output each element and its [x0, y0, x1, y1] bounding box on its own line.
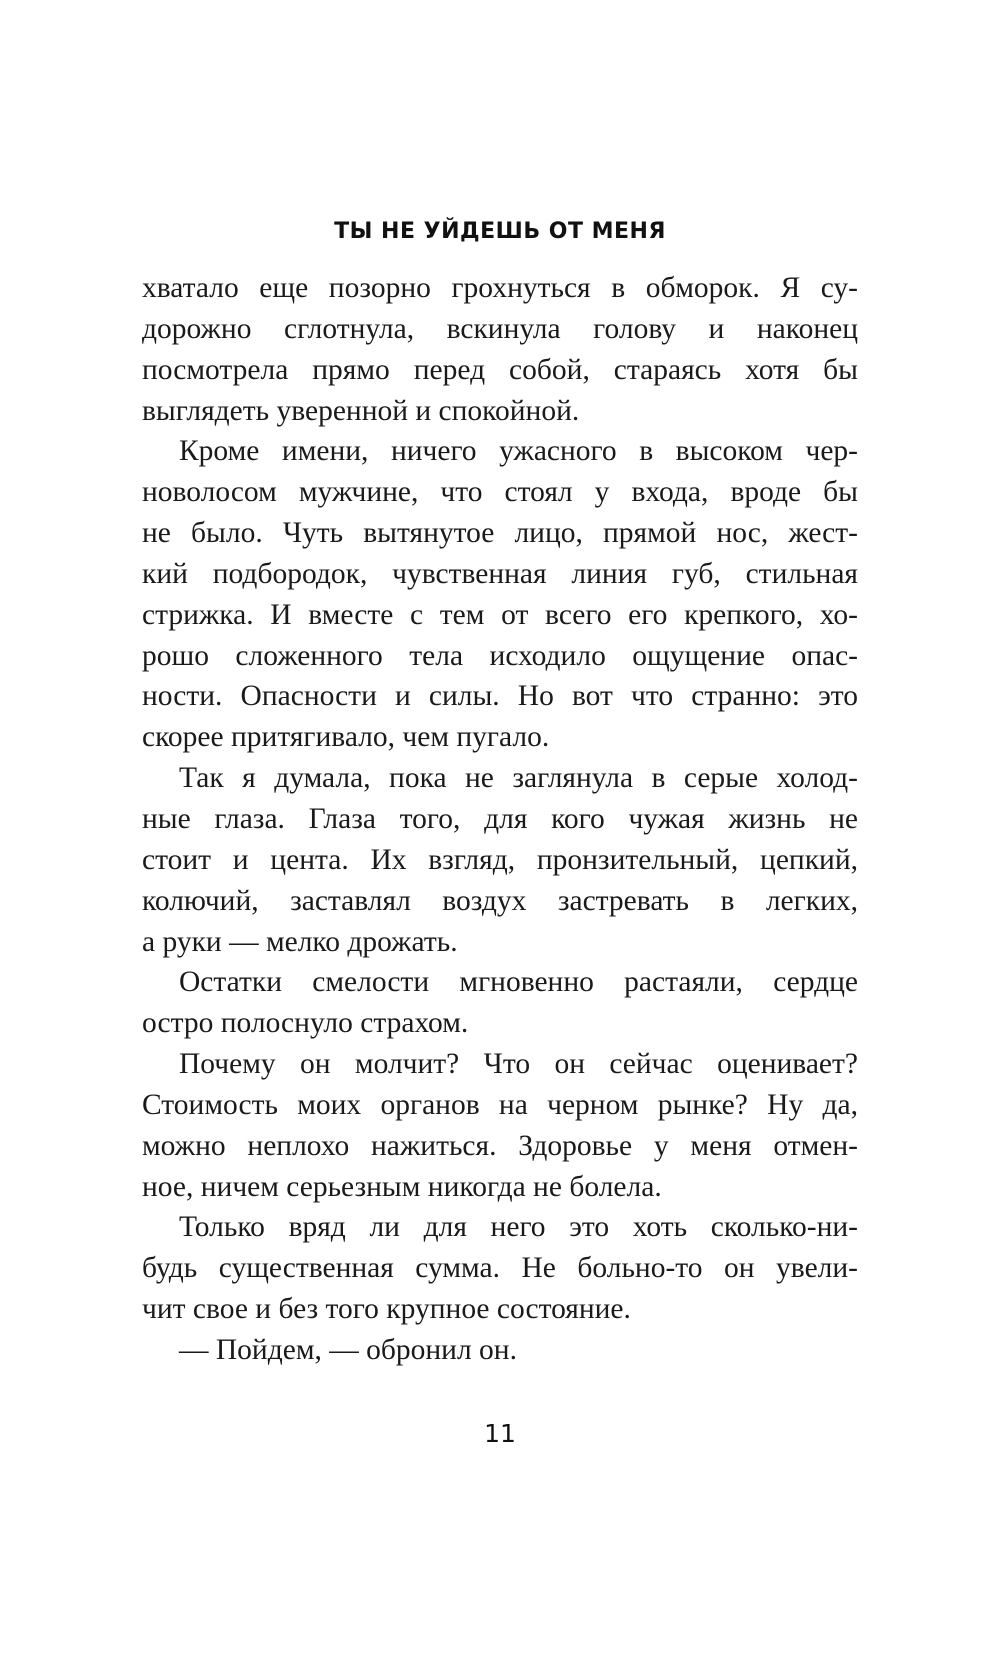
page-number: 11	[484, 1419, 516, 1448]
text-line: ности. Опасности и силы. Но вот что странно: это	[142, 680, 858, 713]
text-line: выглядеть уверенной и спокойной.	[142, 394, 580, 427]
running-header: ТЫ НЕ УЙДЕШЬ ОТ МЕНЯ	[334, 219, 666, 244]
text-line: кий подбородок, чувственная линия губ, стильная	[142, 557, 858, 590]
text-line: чит свое и без того крупное состояние.	[142, 1293, 631, 1326]
text-line: стрижка. И вместе с тем от всего его крепкого, хо-	[142, 598, 858, 631]
text-line: ное, ничем серьезным никогда не болела.	[142, 1170, 662, 1203]
text-line: дорожно сглотнула, вскинула голову и наконец	[142, 312, 858, 345]
text-line: Так я думала, пока не заглянула в серые холод-	[179, 762, 858, 795]
body-text	[142, 268, 858, 1371]
text-line: Только вряд ли для него это хоть сколько-ни-	[179, 1211, 858, 1244]
text-line: Почему он молчит? Что он сейчас оценивает?	[179, 1048, 858, 1081]
text-line: Кроме имени, ничего ужасного в высоком чер-	[179, 435, 858, 468]
text-line: будь существенная сумма. Не больно-то он увели-	[142, 1252, 858, 1285]
text-line: Остатки смелости мгновенно растаяли, сердце	[179, 966, 858, 999]
text-line: новолосом мужчине, что стоял у входа, вроде бы	[142, 476, 858, 509]
text-line: — Пойдем, — обронил он.	[179, 1333, 517, 1366]
text-line: ные глаза. Глаза того, для кого чужая жизнь не	[142, 802, 858, 835]
text-line: можно неплохо нажиться. Здоровье у меня отмен-	[142, 1129, 858, 1162]
text-line: стоит и цента. Их взгляд, пронзительный, цепкий,	[142, 843, 858, 876]
text-line: остро полоснуло страхом.	[142, 1007, 469, 1040]
text-line: хватало еще позорно грохнуться в обморок. Я су-	[142, 272, 858, 304]
text-line: Стоимость моих органов на черном рынке? Ну да,	[142, 1088, 858, 1121]
text-line: рошо сложенного тела исходило ощущение опас-	[142, 639, 858, 672]
text-line: скорее притягивало, чем пугало.	[142, 721, 550, 754]
text-line: посмотрела прямо перед собой, стараясь хотя бы	[142, 353, 858, 386]
text-line: а руки — мелко дрожать.	[142, 925, 458, 958]
text-line: не было. Чуть вытянутое лицо, прямой нос, жест-	[142, 517, 858, 550]
text-line: колючий, заставлял воздух застревать в легких,	[142, 884, 858, 917]
